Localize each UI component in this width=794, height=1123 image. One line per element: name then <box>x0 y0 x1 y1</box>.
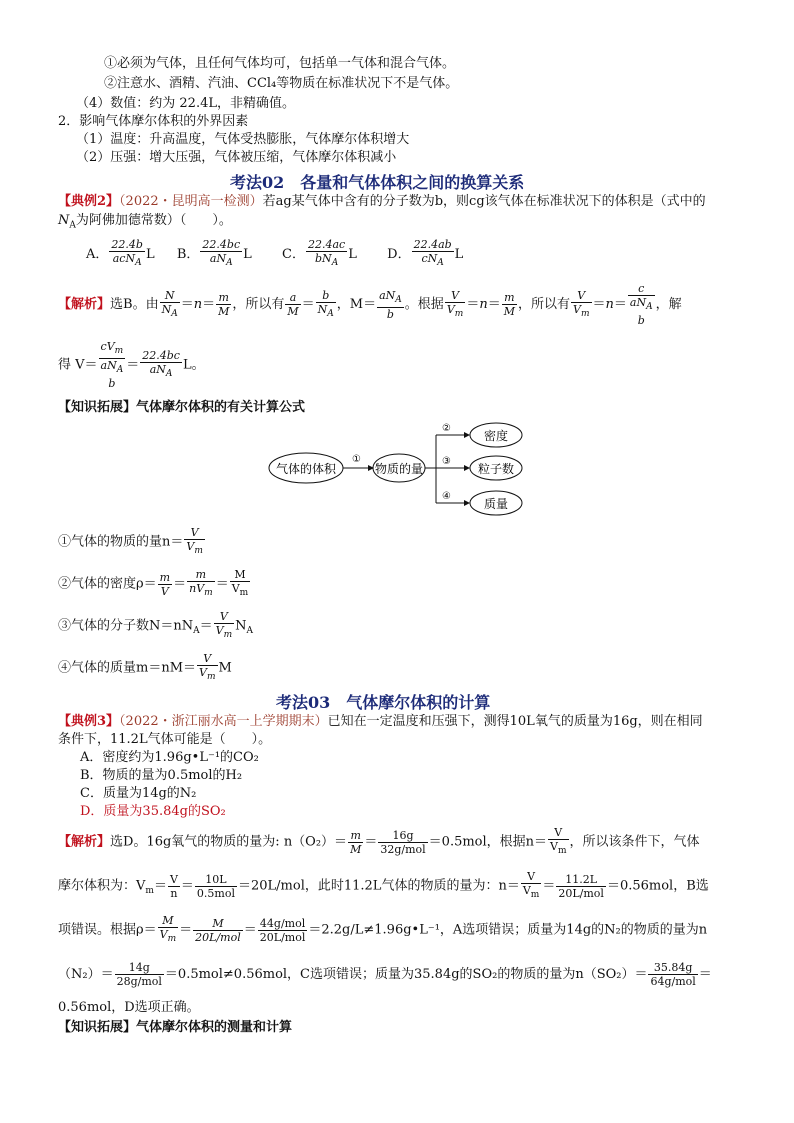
option-c[interactable]: C． $\frac{22.4ac}{bN_A}$ L <box>282 238 357 269</box>
example2-question-cont: $N_A$为阿佛加德常数）（ ）。 <box>58 213 232 231</box>
svg-text:③: ③ <box>442 456 451 467</box>
example3-analysis-5: 0.56mol，D选项正确。 <box>58 1000 200 1015</box>
example2-analysis-cont: 得 V＝ $cV_m$ $aN_A$ b ＝ $\frac{22.4bc}{aN_A}$ L。 <box>58 340 205 391</box>
intro-line-2: ②注意水、酒精、汽油、CCl₄等物质在标准状况下不是气体。 <box>104 76 459 91</box>
formula-amount: ①气体的物质的量n＝ $\frac{V}{V_m}$ <box>58 526 203 557</box>
example3-analysis-1: 【解析】选D。16g氧气的物质的量为: n（O₂）＝ $\frac{m}{M}$ ＝ $\frac{16g}{\text{32g/mol}}$ ＝0.5mol，根据n＝ $\frac{V}{V_m}$ ，所以该条件下，气体 <box>58 826 700 857</box>
example3-analysis-3: 项错误。根据ρ＝ $\frac{M}{V_m}$ ＝ $\frac{M}{\text{20L/mol}}$ ＝ $\frac{\text{44g/mol}}{\text{20L/mol}}$ ＝2.2g/L≠1.96g•L⁻¹，A选项错误；质量为14g的N₂的物质的量为n <box>58 914 708 945</box>
formula-molecules: ③气体的分子数$N=nN_A=$ $\frac{V}{V_m}$ $N_A$ <box>58 610 254 641</box>
intro-line-1: ①必须为气体，且任何气体均可，包括单一气体和混合气体。 <box>104 56 456 71</box>
section-title-03: 考法03 气体摩尔体积的计算 <box>276 693 491 712</box>
example2-q1: 若ag某气体中含有的分子数为b，则cg该气体在标准状况下的体积是（式中的 <box>262 194 706 209</box>
svg-text:④: ④ <box>442 491 451 502</box>
example3-analysis-4: （N₂）＝ $\frac{14g}{\text{28g/mol}}$ ＝0.5mol≠0.56mol，C选项错误；质量为35.84g的SO₂的物质的量为n（SO₂）＝ $\frac{35.84g}{\text{64g/mol}}$ ＝ <box>58 961 712 988</box>
example2-question <box>58 194 706 210</box>
intro-line-3: （4）数值：约为 22.4L，非精确值。 <box>76 96 295 111</box>
svg-text:②: ② <box>442 423 451 434</box>
section-title-02: 考法02 各量和气体体积之间的换算关系 <box>230 173 525 192</box>
example2-options <box>86 238 463 270</box>
formula-density: ②气体的密度ρ＝ $\frac{m}{V}$ ＝ $\frac{m}{nV_m}$ ＝ $\frac{M}{V_m}$ <box>58 568 249 599</box>
example3-analysis-2: 摩尔体积为：$V_m=$ $\frac{V}{n}$ ＝ $\frac{10L}{\text{0.5mol}}$ ＝20L/mol，此时11.2L气体的物质的量为：n＝ $\frac{V}{V_m}$ ＝ $\frac{11.2L}{\text{20L/mol}}$ ＝0.56mol，B选 <box>58 870 709 901</box>
example3-question-cont: 条件下，11.2L气体可能是（ ）。 <box>58 732 272 747</box>
example3-question: 【典例3】（2022・浙江丽水高一上学期期末）已知在一定温度和压强下，测得10L氧气的质量为16g，则在相同 <box>58 714 703 729</box>
knowledge-extension-2: 【知识拓展】气体摩尔体积的测量和计算 <box>58 1020 293 1035</box>
svg-text:粒子数: 粒子数 <box>477 462 515 476</box>
intro-line-6: （2）压强：增大压强，气体被压缩，气体摩尔体积减小 <box>76 150 397 165</box>
svg-text:密度: 密度 <box>483 429 509 443</box>
label-gas-volume: 气体的体积 <box>275 462 337 476</box>
label-amount: 物质的量 <box>374 462 424 476</box>
option-b[interactable]: B． $\frac{22.4bc}{aN_A}$ L <box>176 238 252 269</box>
svg-text:质量: 质量 <box>483 497 509 511</box>
intro-line-5: （1）温度：升高温度，气体受热膨胀，气体摩尔体积增大 <box>76 132 410 147</box>
example2-analysis: 【解析】选B。由 $\frac{N}{N_A}$ ＝n＝ $\frac{m}{M}$ ，所以有 $\frac{a}{M}$ ＝ $\frac{b}{N_A}$ ，M＝ $\frac{aN_A}{b}$ 。根据 $\frac{V}{V_m}$ ＝n＝ $\frac{m}{M}$ ，所以有 $\frac{V}{V_m}$ ＝n＝ c $aN_A$ b ，解 <box>58 282 682 328</box>
option-d[interactable]: D． $\frac{22.4ab}{cN_A}$ L <box>387 238 464 269</box>
example2-source: （2022・昆明高一检测） <box>119 194 263 209</box>
example2-tag: 【典例2】 <box>58 194 120 209</box>
intro-line-4: 2．影响气体摩尔体积的外界因素 <box>58 114 249 129</box>
relation-diagram <box>268 418 528 522</box>
example3-option-b[interactable]: B．物质的量为0.5mol的H₂ <box>80 768 243 783</box>
example3-option-d[interactable]: D．质量为35.84g的SO₂ <box>80 804 226 819</box>
svg-text:①: ① <box>352 454 361 465</box>
formula-mass: ④气体的质量m＝nM＝ $\frac{V}{V_m}$ M <box>58 652 232 683</box>
example3-option-a[interactable]: A．密度约为1.96g•L⁻¹的CO₂ <box>80 750 259 765</box>
option-a[interactable]: A． $\frac{22.4b}{acN_A}$ L <box>86 238 155 269</box>
knowledge-extension-1: 【知识拓展】气体摩尔体积的有关计算公式 <box>58 400 306 415</box>
example3-option-c[interactable]: C．质量为14g的N₂ <box>80 786 197 801</box>
